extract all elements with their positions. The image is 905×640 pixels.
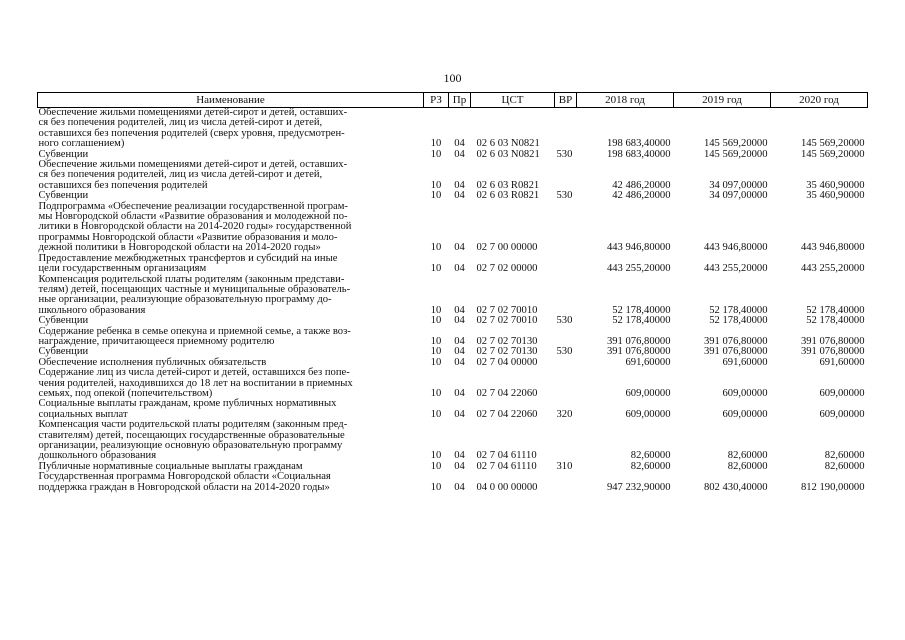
row-name-line: дошкольного образования	[38, 450, 157, 462]
row-pr: 04	[454, 346, 465, 358]
row-value-2020: 52 178,40000	[806, 315, 865, 327]
row-name-line: Субвенции	[38, 148, 89, 160]
row-rz: 10	[430, 138, 442, 150]
row-value-2019: 391 076,80000	[703, 335, 768, 347]
row-name-line: Субвенции	[38, 315, 89, 327]
row-vr	[555, 254, 577, 275]
row-rz: 10	[430, 460, 442, 472]
row-name	[38, 368, 424, 399]
row-value-2018: 52 178,40000	[612, 315, 671, 327]
row-name-line: Социальные выплаты гражданам, кроме публичных нормативных	[38, 398, 337, 410]
row-cst: 02 6 03 N0821	[476, 138, 540, 150]
row-name-line: поддержка граждан в Новгородской области на 2014-2020 годы»	[38, 481, 330, 493]
row-value-2020: 35 460,90000	[806, 179, 865, 191]
row-rz: 10	[430, 304, 442, 316]
row-rz: 10	[430, 481, 442, 493]
row-name-line: Публичные нормативные социальные выплаты гражданам	[38, 460, 303, 472]
row-value-2018: 391 076,80000	[606, 335, 671, 347]
row-name	[38, 327, 424, 348]
row-vr	[555, 420, 577, 462]
row-cst: 02 7 04 22060	[476, 387, 538, 399]
row-value-2020: 145 569,20000	[800, 138, 865, 150]
row-value-2018: 443 255,20000	[606, 263, 671, 275]
row-cst: 02 7 04 00000	[476, 356, 538, 368]
row-rz: 10	[430, 335, 442, 347]
row-pr: 04	[454, 315, 465, 327]
row-pr: 04	[454, 460, 465, 472]
row-value-2019: 82,60000	[727, 460, 768, 472]
row-pr: 04	[454, 356, 465, 368]
row-value-2018: 198 683,40000	[606, 148, 671, 160]
row-pr: 04	[454, 387, 465, 399]
header-year-2020: 2020 год	[771, 93, 868, 108]
row-rz: 10	[430, 263, 442, 275]
row-value-2020: 609,00000	[819, 387, 865, 399]
row-vr	[555, 358, 577, 368]
row-cst: 02 7 04 61110	[476, 460, 537, 472]
row-name-line: ставителям) детей, посещающих государственные образовательные	[38, 429, 345, 441]
row-value-2019: 82,60000	[727, 450, 768, 462]
row-name-line: оставшихся без попечения родителей	[38, 179, 208, 191]
row-name	[38, 316, 424, 326]
row-name-line: чения родителей, находившихся до 18 лет на воспитании в приемных	[38, 377, 353, 389]
row-name-line: дежной политики в Новгородской области на 2014-2020 годы»	[38, 242, 321, 254]
row-value-2020: 691,60000	[819, 356, 865, 368]
row-value-2020: 812 190,00000	[800, 481, 865, 493]
row-value-2018: 42 486,20000	[612, 179, 671, 191]
row-name-line: программы Новгородской области «Развитие образования и моло-	[38, 231, 338, 243]
table-row	[38, 420, 868, 462]
row-vr	[555, 160, 577, 191]
row-name-line: мы Новгородской области «Развитие образования и молодежной по-	[38, 211, 348, 223]
row-vr	[555, 472, 577, 493]
row-cst: 02 7 04 22060	[476, 408, 538, 420]
row-rz: 10	[430, 190, 442, 202]
row-value-2018: 82,60000	[630, 450, 671, 462]
header-year-2018: 2018 год	[577, 93, 674, 108]
row-name-line: телям) детей, посещающих частные и муниципальные образователь-	[38, 283, 351, 295]
row-value-2020: 145 569,20000	[800, 148, 865, 160]
row-pr: 04	[454, 408, 465, 420]
row-name	[38, 160, 424, 191]
header-vr: ВР	[555, 93, 577, 108]
row-name-line: оставшихся без попечения родителей (сверх уровня, предусмотрен-	[38, 127, 345, 139]
row-rz: 10	[430, 346, 442, 358]
row-name-line: Обеспечение жильми помещениями детей-сирот и детей, оставших-	[38, 107, 348, 118]
row-rz: 10	[430, 148, 442, 160]
row-value-2020: 443 946,80000	[800, 242, 865, 254]
row-value-2019: 145 569,20000	[703, 138, 768, 150]
row-value-2018: 947 232,90000	[606, 481, 671, 493]
row-vr: 320	[556, 408, 573, 420]
row-name-line: Компенсация родительской платы родителям (законным представи-	[38, 273, 345, 285]
row-vr: 530	[556, 315, 573, 327]
row-value-2019: 443 255,20000	[703, 263, 768, 275]
row-value-2020: 82,60000	[824, 450, 865, 462]
table-row	[38, 327, 868, 348]
row-name-line: Подпрограмма «Обеспечение реализации государственной програм-	[38, 200, 348, 212]
row-value-2018: 609,00000	[625, 408, 671, 420]
row-value-2018: 691,60000	[625, 356, 671, 368]
row-cst: 02 7 02 70130	[476, 335, 538, 347]
row-name-line: цели государственным организациям	[38, 263, 207, 275]
row-value-2019: 391 076,80000	[703, 346, 768, 358]
row-value-2019: 609,00000	[722, 408, 768, 420]
row-cst: 02 7 02 70010	[476, 315, 538, 327]
table-row	[38, 108, 868, 150]
table-body	[38, 108, 868, 494]
row-name-line: ного соглашением)	[38, 138, 125, 150]
row-value-2019: 34 097,00000	[709, 190, 768, 202]
row-cst: 02 7 04 61110	[476, 450, 537, 462]
row-name-line: Обеспечение жильми помещениями детей-сирот и детей, оставших-	[38, 159, 348, 171]
header-cst: ЦСТ	[471, 93, 555, 108]
table-row	[38, 202, 868, 254]
row-vr	[555, 202, 577, 254]
row-cst: 02 7 02 70010	[476, 304, 538, 316]
row-pr: 04	[454, 138, 465, 150]
row-pr: 04	[454, 148, 465, 160]
header-row	[38, 93, 868, 108]
row-name-line: Субвенции	[38, 190, 89, 202]
row-name	[38, 420, 424, 462]
row-vr: 310	[556, 460, 573, 472]
row-pr: 04	[454, 190, 465, 202]
row-cst: 02 6 03 N0821	[476, 148, 540, 160]
row-name-line: Субвенции	[38, 346, 89, 358]
row-rz: 10	[430, 356, 442, 368]
row-cst: 02 6 03 R0821	[476, 179, 540, 191]
table-row	[38, 472, 868, 493]
row-name-line: Обеспечение исполнения публичных обязательств	[38, 356, 267, 368]
header-pr: Пр	[449, 93, 471, 108]
row-value-2019: 609,00000	[722, 387, 768, 399]
row-name-line: награждение, причитающееся приемному родителю	[38, 335, 275, 347]
row-rz: 10	[430, 242, 442, 254]
row-value-2018: 52 178,40000	[612, 304, 671, 316]
row-value-2020: 443 255,20000	[800, 263, 865, 275]
row-value-2019: 691,60000	[722, 356, 768, 368]
row-rz: 10	[430, 179, 442, 191]
row-pr: 04	[454, 450, 465, 462]
row-value-2019: 34 097,00000	[709, 179, 768, 191]
row-value-2020: 609,00000	[819, 408, 865, 420]
row-name-line: школьного образования	[38, 304, 146, 316]
row-cst: 02 7 00 00000	[476, 242, 538, 254]
row-pr: 04	[454, 263, 465, 275]
row-value-2020: 391 076,80000	[800, 346, 865, 358]
row-name-line: ся без попечения родителей, лиц из числа детей-сирот и детей,	[38, 117, 323, 129]
row-value-2020: 391 076,80000	[800, 335, 865, 347]
row-pr: 04	[454, 304, 465, 316]
row-name	[38, 254, 424, 275]
table-row	[38, 254, 868, 275]
row-cst: 02 7 02 00000	[476, 263, 538, 275]
page-number: 100	[443, 71, 462, 85]
table-row	[38, 316, 868, 326]
row-pr: 04	[454, 242, 465, 254]
row-name	[38, 472, 424, 493]
row-value-2020: 52 178,40000	[806, 304, 865, 316]
row-name	[38, 108, 424, 150]
header-year-2019: 2019 год	[674, 93, 771, 108]
row-value-2018: 443 946,80000	[606, 242, 671, 254]
row-cst: 02 7 02 70130	[476, 346, 538, 358]
row-name-line: Компенсация части родительской платы родителям (законным пред-	[38, 419, 348, 431]
row-value-2018: 82,60000	[630, 460, 671, 472]
row-name	[38, 399, 424, 420]
table-row	[38, 399, 868, 420]
row-value-2020: 82,60000	[824, 460, 865, 472]
row-value-2019: 443 946,80000	[703, 242, 768, 254]
row-vr: 530	[556, 346, 573, 358]
row-value-2019: 145 569,20000	[703, 148, 768, 160]
header-name: Наименование	[38, 93, 424, 108]
row-name-line: литики в Новгородской области на 2014-2020 годы» государственной	[38, 221, 352, 233]
row-rz: 10	[430, 315, 442, 327]
row-name	[38, 275, 424, 317]
row-cst: 04 0 00 00000	[476, 481, 538, 493]
row-vr	[555, 327, 577, 348]
row-value-2019: 52 178,40000	[709, 315, 768, 327]
row-value-2019: 802 430,40000	[703, 481, 768, 493]
row-pr: 04	[454, 179, 465, 191]
row-name-line: ные организации, реализующие образовательную программу до-	[38, 294, 332, 306]
row-value-2020: 35 460,90000	[806, 190, 865, 202]
row-vr	[555, 275, 577, 317]
row-name	[38, 202, 424, 254]
table-row	[38, 160, 868, 191]
row-rz: 10	[430, 450, 442, 462]
row-value-2018: 391 076,80000	[606, 346, 671, 358]
row-vr: 530	[556, 190, 573, 202]
row-name-line: Государственная программа Новгородской области «Социальная	[38, 471, 331, 483]
row-rz: 10	[430, 408, 442, 420]
row-name-line: Предоставление межбюджетных трансфертов и субсидий на иные	[38, 252, 338, 264]
row-cst: 02 6 03 R0821	[476, 190, 540, 202]
row-name-line: социальных выплат	[38, 408, 128, 420]
row-value-2018: 198 683,40000	[606, 138, 671, 150]
row-value-2018: 42 486,20000	[612, 190, 671, 202]
row-name-line: организации, реализующие основную образовательную программу	[38, 440, 343, 451]
row-name-line: семьях, под опекой (попечительством)	[38, 387, 213, 399]
row-pr: 04	[454, 481, 465, 493]
table-row	[38, 368, 868, 399]
row-pr: 04	[454, 335, 465, 347]
row-name-line: Содержание ребенка в семье опекуна и приемной семье, а также воз-	[38, 325, 351, 337]
header-rz: РЗ	[424, 93, 449, 108]
budget-table	[37, 92, 868, 493]
row-name-line: Содержание лиц из числа детей-сирот и детей, оставшихся без попе-	[38, 367, 350, 379]
table-row	[38, 275, 868, 317]
row-vr	[555, 108, 577, 150]
row-vr: 530	[556, 148, 573, 160]
row-name-line: ся без попечения родителей, лиц из числа детей-сирот и детей,	[38, 169, 323, 181]
row-value-2019: 52 178,40000	[709, 304, 768, 316]
row-value-2018: 609,00000	[625, 387, 671, 399]
row-vr	[555, 368, 577, 399]
row-rz: 10	[430, 387, 442, 399]
